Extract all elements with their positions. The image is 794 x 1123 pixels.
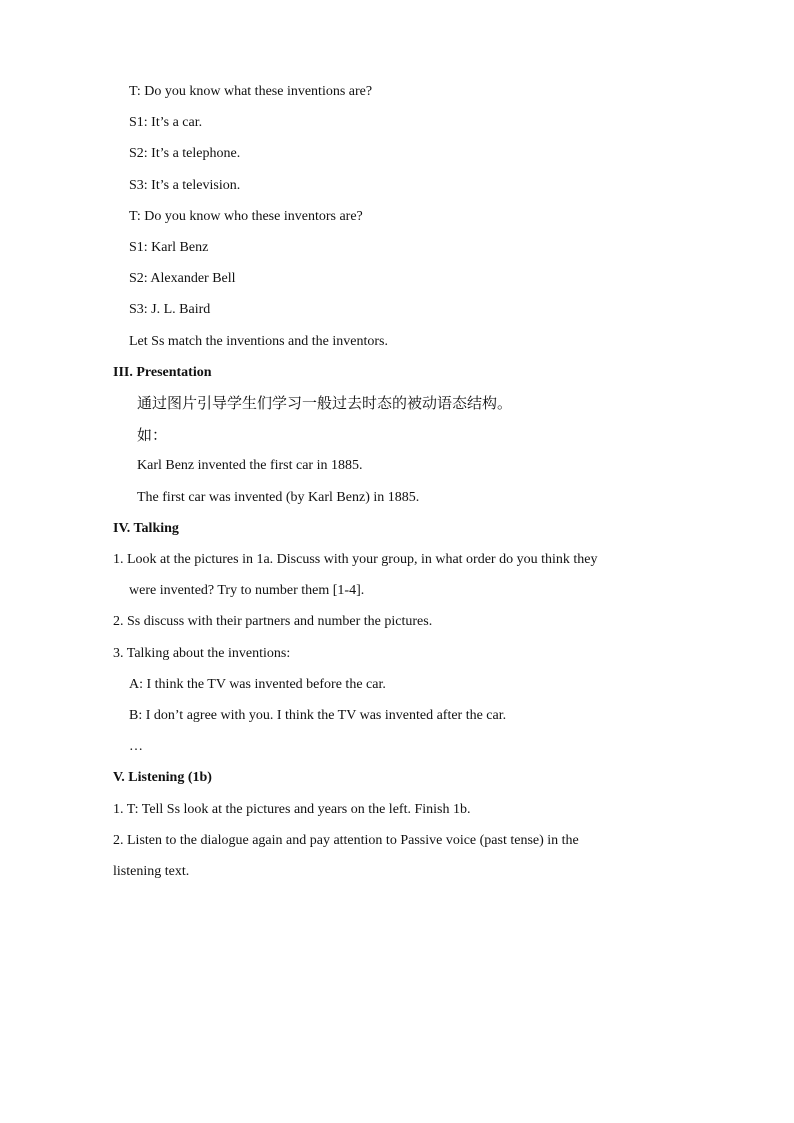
dialogue-line-b: B: I don’t agree with you. I think the TV was invented after the car. bbox=[129, 708, 507, 723]
dialogue-line: S2: Alexander Bell bbox=[129, 271, 236, 286]
dialogue-line: S2: It’s a telephone. bbox=[129, 146, 241, 161]
dialogue-line: S3: J. L. Baird bbox=[129, 302, 211, 317]
example-active-sentence: Karl Benz invented the first car in 1885. bbox=[137, 458, 363, 473]
talking-item-1: 1. Look at the pictures in 1a. Discuss with your group, in what order do you think they bbox=[113, 552, 598, 567]
dialogue-line: S1: Karl Benz bbox=[129, 240, 209, 255]
section-heading-listening: V. Listening (1b) bbox=[113, 770, 212, 785]
ellipsis: … bbox=[129, 739, 143, 754]
talking-item-1-continued: were invented? Try to number them [1-4]. bbox=[129, 583, 365, 598]
instruction-line: Let Ss match the inventions and the inventors. bbox=[129, 334, 388, 349]
section-heading-presentation: III. Presentation bbox=[113, 365, 212, 380]
presentation-intro: 通过图片引导学生们学习一般过去时态的被动语态结构。 bbox=[137, 394, 513, 412]
section-heading-talking: IV. Talking bbox=[113, 521, 179, 536]
dialogue-line: T: Do you know what these inventions are? bbox=[129, 84, 373, 99]
example-label: 如： bbox=[137, 426, 168, 444]
listening-item-2-continued: listening text. bbox=[113, 864, 190, 879]
dialogue-line-a: A: I think the TV was invented before the car. bbox=[129, 677, 386, 692]
example-passive-sentence: The first car was invented (by Karl Benz) in 1885. bbox=[137, 490, 420, 505]
dialogue-line: T: Do you know who these inventors are? bbox=[129, 209, 363, 224]
talking-item-3: 3. Talking about the inventions: bbox=[113, 646, 291, 661]
talking-item-2: 2. Ss discuss with their partners and number the pictures. bbox=[113, 614, 433, 629]
listening-item-1: 1. T: Tell Ss look at the pictures and years on the left. Finish 1b. bbox=[113, 802, 471, 817]
listening-item-2: 2. Listen to the dialogue again and pay attention to Passive voice (past tense) in the bbox=[113, 833, 579, 848]
dialogue-line: S3: It’s a television. bbox=[129, 178, 241, 193]
dialogue-line: S1: It’s a car. bbox=[129, 115, 203, 130]
